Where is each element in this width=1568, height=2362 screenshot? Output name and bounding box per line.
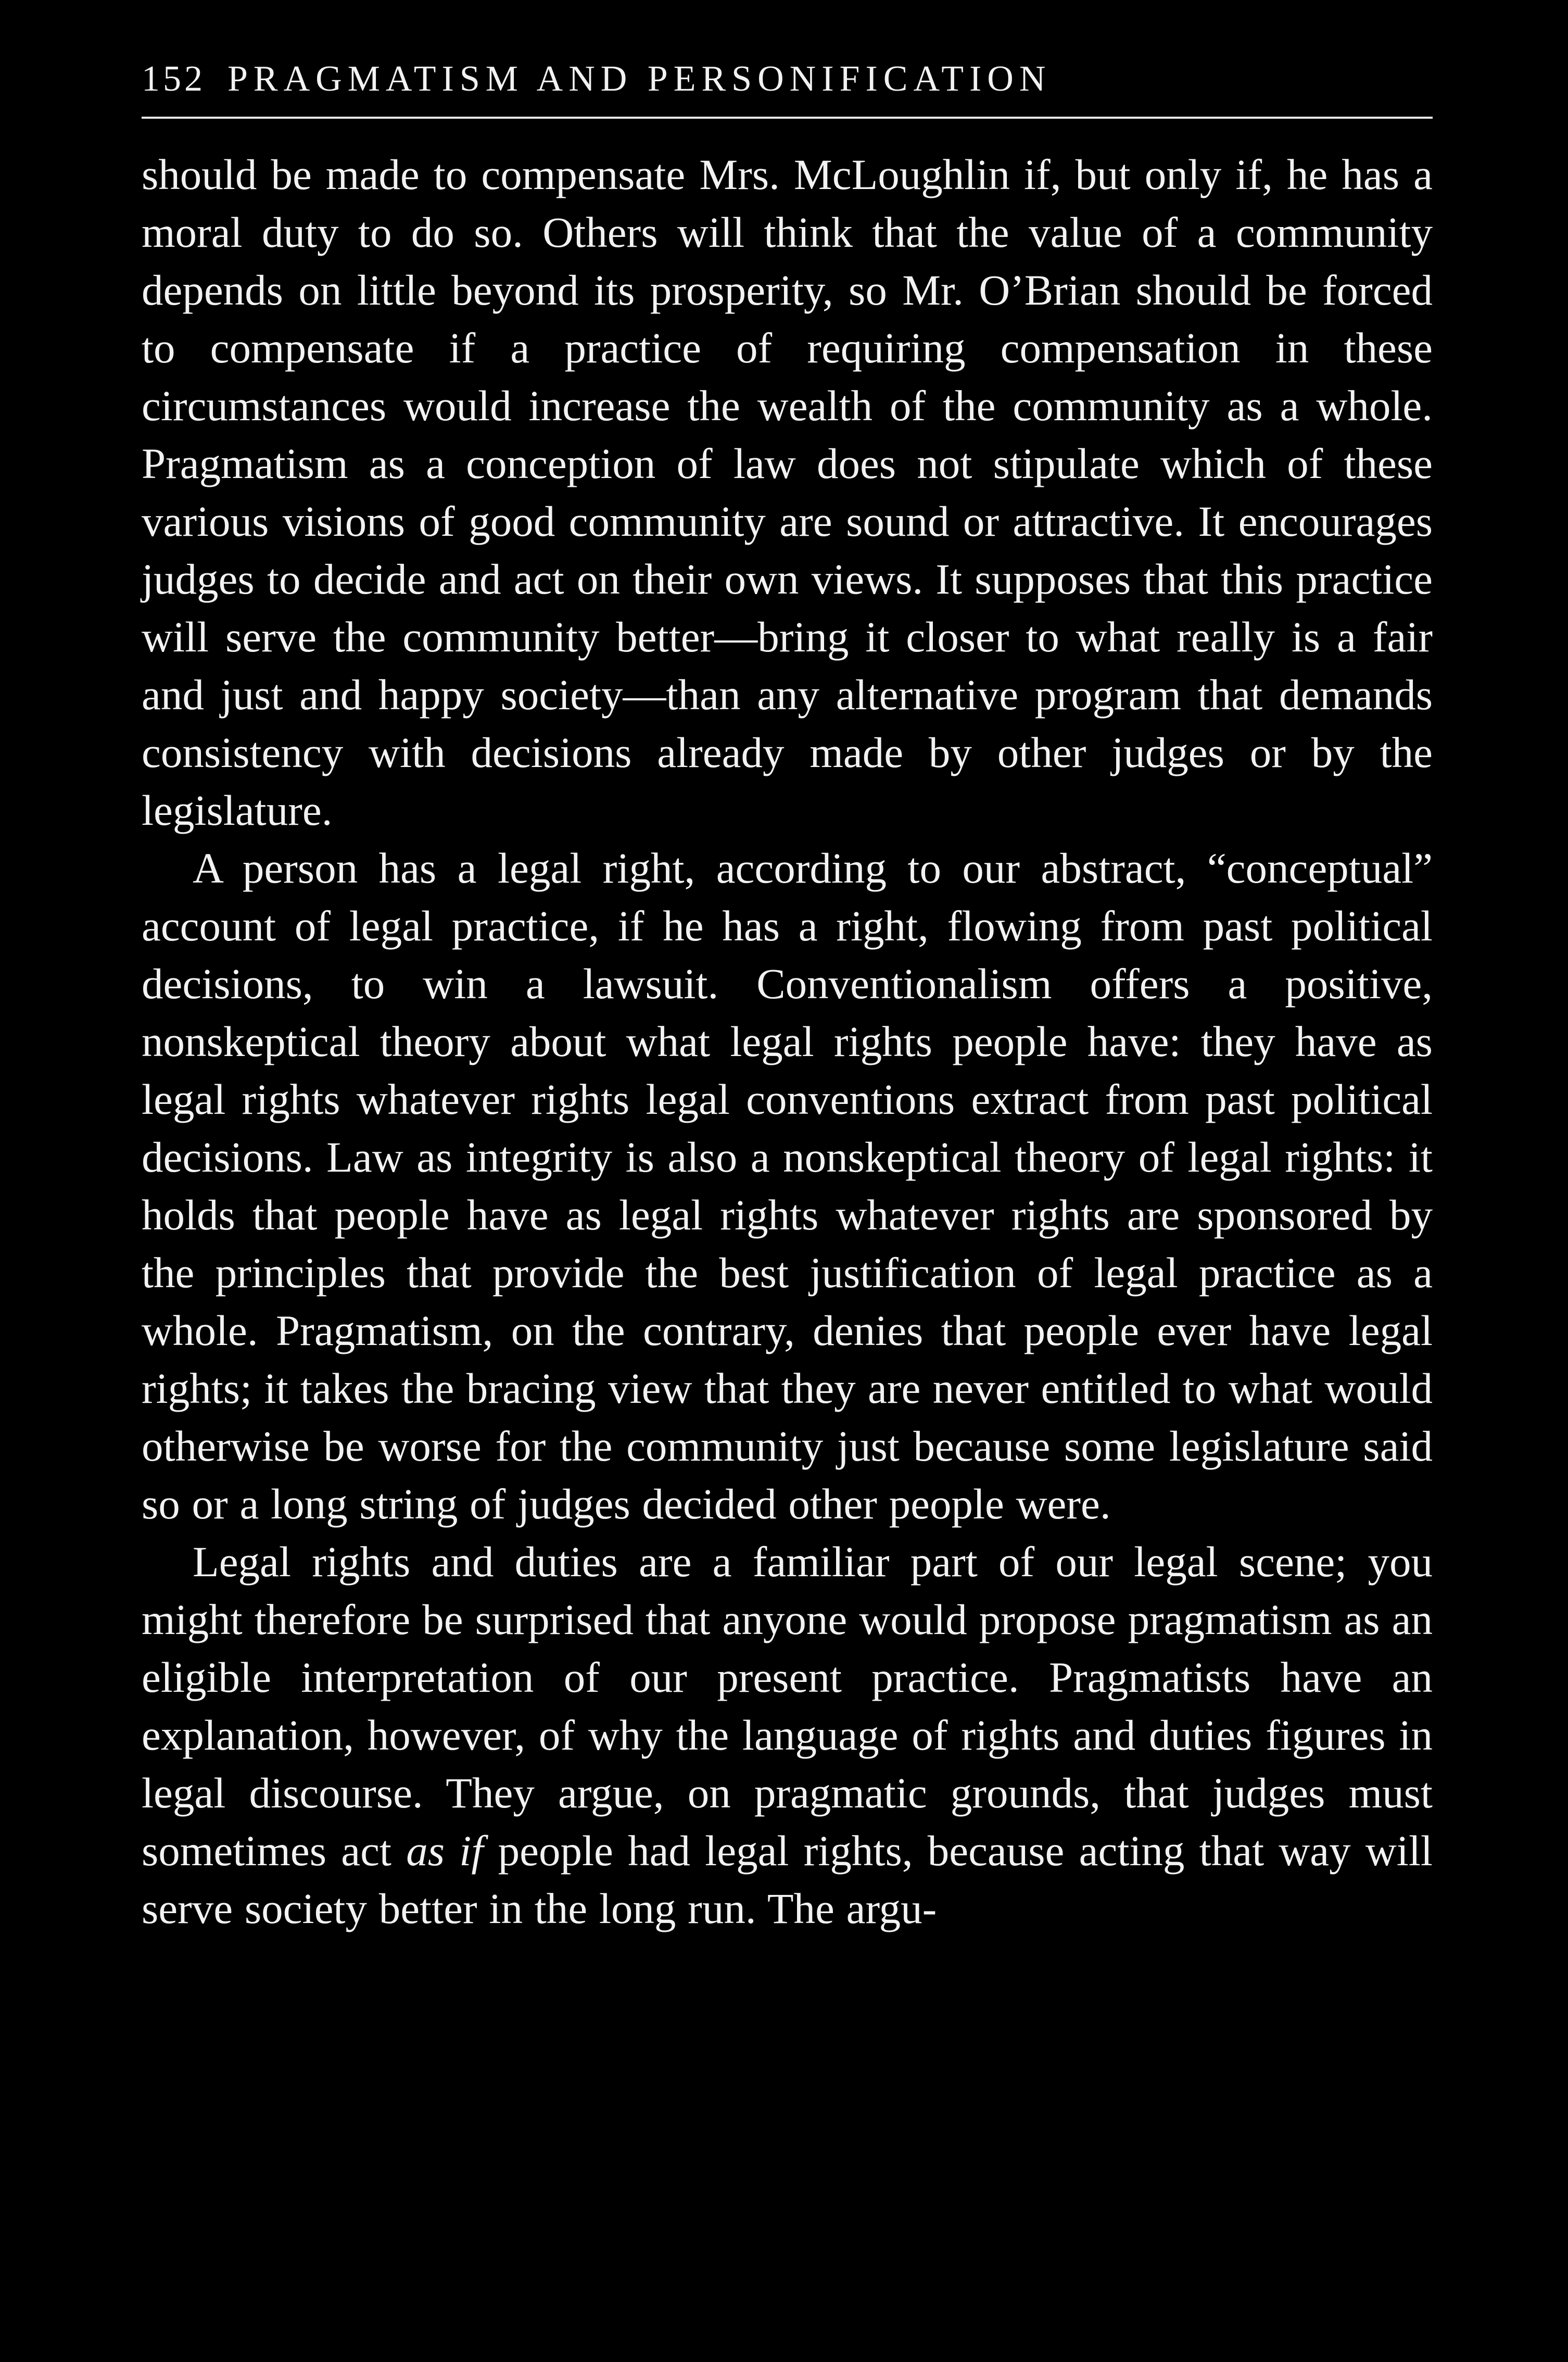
running-title: PRAGMATISM AND PERSONIFICATION	[227, 59, 1052, 99]
emphasis-as-if: as if	[406, 1827, 484, 1875]
body-text	[142, 146, 1433, 1938]
paragraph-text-before-emphasis: Legal rights and duties are a familiar part of our legal scene; you might therefore be surprised that anyone would propose pragmatism as an eligible interpretation of our present practice. Pragmatists have an explanation, however, of why the language of rights and duties figures in legal discourse. They argue, on pragmatic grounds, that judges must sometimes act	[142, 1538, 1433, 1875]
book-page	[142, 48, 1433, 1938]
paragraph-text-after-emphasis: people had legal rights, because acting that way will serve society better in the long run. The argu-	[142, 1827, 1433, 1932]
header-rule	[142, 117, 1433, 119]
paragraph-legal-right: A person has a legal right, according to our abstract, “conceptual” account of legal practice, if he has a right, flowing from past political decisions, to win a lawsuit. Conventionalism offers a positive, nonskeptical theory about what legal rights people have: they have as legal rights whatever rights legal conventions extract from past political decisions. Law as integrity is also a nonskeptical theory of legal rights: it holds that people have as legal rights whatever rights are sponsored by the principles that provide the best justification of legal practice as a whole. Pragmatism, on the contrary, denies that people ever have legal rights; it takes the bracing view that they are never entitled to what would otherwise be worse for the community just because some legislature said so or a long string of judges decided other people were.	[142, 844, 1433, 1528]
running-head	[142, 48, 1433, 110]
paragraph-rights-and-duties	[142, 1533, 1433, 1938]
paragraph-continued: should be made to compensate Mrs. McLoughlin if, but only if, he has a moral duty to do so. Others will think that the value of a community depends on little beyond its prosperity, so Mr. O’Brian should be forced to compensate if a practice of requiring compensation in these circumstances would increase the wealth of the community as a whole. Pragmatism as a conception of law does not stipulate which of these various visions of good community are sound or attractive. It encourages judges to decide and act on their own views. It supposes that this practice will serve the community better—bring it closer to what really is a fair and just and happy society—than any alternative program that demands consistency with decisions already made by other judges or by the legislature.	[142, 150, 1433, 834]
page-number: 152	[142, 59, 206, 99]
